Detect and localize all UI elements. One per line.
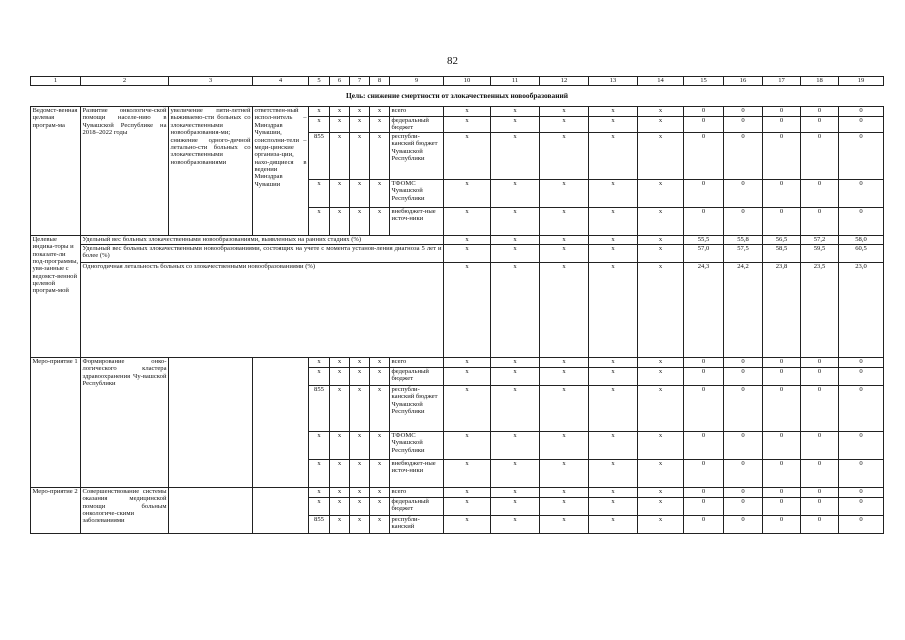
column-number: 1 bbox=[31, 77, 81, 86]
table-cell: 0 bbox=[684, 107, 724, 117]
table-cell: x bbox=[350, 515, 370, 533]
program-responsible: ответствен-ный испол-нитель – Минздрав Чувашии, соисполни-тели – меди-цинские организа-ции, нахо-дящиеся в ведении Минздрав Чувашии bbox=[253, 107, 309, 236]
table-cell: 0 bbox=[839, 367, 884, 385]
table-cell: 0 bbox=[724, 385, 763, 431]
column-number: 19 bbox=[839, 77, 884, 86]
table-cell: 0 bbox=[801, 117, 839, 133]
table-cell: x bbox=[491, 515, 540, 533]
table-cell: x bbox=[330, 207, 350, 235]
funding-source: республи-канский bbox=[390, 515, 444, 533]
table-cell: x bbox=[491, 357, 540, 367]
table-cell: 0 bbox=[763, 207, 801, 235]
table-cell: x bbox=[309, 207, 330, 235]
table-cell: x bbox=[444, 515, 491, 533]
table-cell: 855 bbox=[309, 385, 330, 431]
program-table bbox=[30, 76, 884, 534]
event-row bbox=[31, 487, 884, 497]
table-cell: x bbox=[491, 235, 540, 244]
event-row bbox=[31, 357, 884, 367]
column-number: 12 bbox=[540, 77, 589, 86]
table-cell: 23,0 bbox=[839, 262, 884, 357]
table-cell: 0 bbox=[839, 207, 884, 235]
table-cell: x bbox=[309, 487, 330, 497]
table-cell: x bbox=[444, 367, 491, 385]
table-cell: x bbox=[589, 179, 638, 207]
table-cell: 0 bbox=[684, 515, 724, 533]
table-cell: 0 bbox=[763, 459, 801, 487]
indicator-text: Одногодичная летальность больных со злокачественными новообразованиями (%) bbox=[81, 262, 444, 357]
table-cell: 0 bbox=[801, 515, 839, 533]
table-cell: x bbox=[444, 497, 491, 515]
event-label: Меро-приятие 1 bbox=[31, 357, 81, 487]
column-number: 6 bbox=[330, 77, 350, 86]
table-cell: x bbox=[444, 235, 491, 244]
empty-cell bbox=[253, 357, 309, 487]
table-cell: 0 bbox=[839, 107, 884, 117]
goal-row bbox=[31, 86, 884, 107]
table-cell: 0 bbox=[801, 385, 839, 431]
table-cell: x bbox=[330, 357, 350, 367]
table-cell: x bbox=[589, 235, 638, 244]
table-cell: 0 bbox=[724, 207, 763, 235]
table-cell: x bbox=[350, 179, 370, 207]
table-cell: x bbox=[589, 487, 638, 497]
table-cell: x bbox=[330, 431, 350, 459]
table-cell: x bbox=[444, 179, 491, 207]
table-cell: x bbox=[589, 459, 638, 487]
table-cell: x bbox=[540, 117, 589, 133]
table-cell: x bbox=[370, 515, 390, 533]
program-label: Ведомст-венная целевая програм-ма bbox=[31, 107, 81, 236]
event-label: Меро-приятие 2 bbox=[31, 487, 81, 533]
table-cell: 0 bbox=[684, 385, 724, 431]
table-cell: 0 bbox=[724, 367, 763, 385]
table-cell: 0 bbox=[684, 487, 724, 497]
program-expected-result: увеличение пяти-летней выживаемо-сти больных со злокачественными новообразования-ми; снижение одного-дичной летально-сти больных со злокачественными новообразованиями bbox=[169, 107, 253, 236]
column-number: 3 bbox=[169, 77, 253, 86]
table-cell: x bbox=[540, 431, 589, 459]
empty-cell bbox=[169, 357, 253, 487]
indicator-text: Удельный вес больных злокачественными новообразованиями, состоящих на учете с момента установ-ления диагноза 5 лет и более (%) bbox=[81, 244, 444, 262]
table-cell: 58,5 bbox=[763, 244, 801, 262]
table-cell: x bbox=[540, 244, 589, 262]
table-cell: x bbox=[491, 431, 540, 459]
table-cell: x bbox=[638, 385, 684, 431]
table-cell: 59,5 bbox=[801, 244, 839, 262]
table-cell: x bbox=[540, 132, 589, 179]
table-cell: 0 bbox=[801, 497, 839, 515]
column-number: 13 bbox=[589, 77, 638, 86]
table-cell: 0 bbox=[763, 431, 801, 459]
table-cell: 0 bbox=[763, 179, 801, 207]
table-cell: x bbox=[370, 107, 390, 117]
table-cell: x bbox=[589, 515, 638, 533]
table-cell: 0 bbox=[763, 132, 801, 179]
table-cell: 60,5 bbox=[839, 244, 884, 262]
table-cell: 0 bbox=[839, 357, 884, 367]
funding-source: внебюджет-ные источ-ники bbox=[390, 459, 444, 487]
table-cell: x bbox=[350, 357, 370, 367]
column-number: 8 bbox=[370, 77, 390, 86]
program-row bbox=[31, 107, 884, 117]
table-cell: x bbox=[638, 515, 684, 533]
table-cell: 0 bbox=[763, 367, 801, 385]
table-cell: 0 bbox=[839, 515, 884, 533]
table-cell: x bbox=[589, 107, 638, 117]
table-cell: x bbox=[540, 459, 589, 487]
table-cell: x bbox=[444, 487, 491, 497]
table-cell: 0 bbox=[801, 207, 839, 235]
table-cell: x bbox=[589, 431, 638, 459]
table-cell: 0 bbox=[724, 459, 763, 487]
table-cell: 0 bbox=[684, 132, 724, 179]
table-cell: 0 bbox=[724, 179, 763, 207]
table-cell: x bbox=[491, 459, 540, 487]
table-cell: x bbox=[638, 357, 684, 367]
empty-cell bbox=[253, 487, 309, 533]
table-cell: x bbox=[589, 207, 638, 235]
table-cell: 855 bbox=[309, 132, 330, 179]
column-number: 4 bbox=[253, 77, 309, 86]
table-cell: x bbox=[370, 132, 390, 179]
table-cell: 0 bbox=[839, 459, 884, 487]
column-number: 7 bbox=[350, 77, 370, 86]
table-cell: x bbox=[540, 385, 589, 431]
table-cell: 0 bbox=[684, 357, 724, 367]
column-number: 5 bbox=[309, 77, 330, 86]
table-cell: x bbox=[330, 179, 350, 207]
table-cell: 23,8 bbox=[763, 262, 801, 357]
table-cell: x bbox=[444, 244, 491, 262]
table-cell: 0 bbox=[763, 117, 801, 133]
column-number: 11 bbox=[491, 77, 540, 86]
table-cell: 57,2 bbox=[801, 235, 839, 244]
table-cell: x bbox=[638, 487, 684, 497]
table-cell: x bbox=[491, 117, 540, 133]
table-cell: 0 bbox=[801, 487, 839, 497]
table-cell: x bbox=[350, 497, 370, 515]
table-cell: x bbox=[444, 431, 491, 459]
indicator-row bbox=[31, 262, 884, 357]
table-cell: 0 bbox=[801, 357, 839, 367]
table-cell: x bbox=[540, 515, 589, 533]
column-number: 16 bbox=[724, 77, 763, 86]
table-cell: x bbox=[330, 107, 350, 117]
table-cell: 0 bbox=[763, 497, 801, 515]
table-cell: x bbox=[370, 459, 390, 487]
table-cell: x bbox=[589, 244, 638, 262]
table-cell: 0 bbox=[724, 357, 763, 367]
header-row bbox=[31, 77, 884, 86]
table-cell: x bbox=[330, 132, 350, 179]
column-number: 2 bbox=[81, 77, 169, 86]
table-cell: x bbox=[540, 262, 589, 357]
table-cell: x bbox=[444, 117, 491, 133]
empty-cell bbox=[169, 487, 253, 533]
table-cell: 23,5 bbox=[801, 262, 839, 357]
table-cell: x bbox=[491, 367, 540, 385]
table-cell: x bbox=[350, 117, 370, 133]
table-cell: 0 bbox=[839, 179, 884, 207]
table-cell: x bbox=[444, 262, 491, 357]
table-cell: x bbox=[444, 385, 491, 431]
table-cell: 855 bbox=[309, 515, 330, 533]
table-cell: x bbox=[491, 385, 540, 431]
table-cell: x bbox=[370, 207, 390, 235]
table-cell: x bbox=[330, 367, 350, 385]
indicator-row bbox=[31, 235, 884, 244]
table-cell: x bbox=[370, 497, 390, 515]
table-cell: 0 bbox=[839, 132, 884, 179]
table-cell: 0 bbox=[801, 459, 839, 487]
table-cell: x bbox=[444, 357, 491, 367]
table-cell: 55,8 bbox=[724, 235, 763, 244]
table-cell: x bbox=[540, 357, 589, 367]
table-cell: x bbox=[444, 132, 491, 179]
table-cell: x bbox=[638, 107, 684, 117]
table-cell: x bbox=[309, 431, 330, 459]
column-number: 14 bbox=[638, 77, 684, 86]
table-cell: x bbox=[370, 431, 390, 459]
funding-source: республи-канский бюджет Чувашской Республики bbox=[390, 132, 444, 179]
goal-title: Цель: снижение смертности от злокачественных новообразований bbox=[31, 86, 884, 107]
table-cell: x bbox=[491, 244, 540, 262]
table-cell: x bbox=[350, 107, 370, 117]
funding-source: внебюджет-ные источ-ники bbox=[390, 207, 444, 235]
table-cell: x bbox=[370, 357, 390, 367]
table-cell: 0 bbox=[839, 385, 884, 431]
program-name: Развитие онкологиче-ской помощи населе-нию в Чувашской Республике на 2018–2022 годы bbox=[81, 107, 169, 236]
page-number: 82 bbox=[447, 55, 458, 67]
table-cell: 0 bbox=[684, 497, 724, 515]
table-cell: 0 bbox=[763, 385, 801, 431]
table-cell: x bbox=[330, 459, 350, 487]
indicators-label: Целевые индика-торы и показате-ли под-программы, увя-занные с ведомст-венной целевой програм-мой bbox=[31, 235, 81, 357]
table-cell: x bbox=[589, 497, 638, 515]
table-cell: x bbox=[491, 132, 540, 179]
funding-source: республи-канский бюджет Чувашской Республики bbox=[390, 385, 444, 431]
table-cell: x bbox=[638, 497, 684, 515]
table-cell: 0 bbox=[839, 487, 884, 497]
table-cell: x bbox=[540, 235, 589, 244]
table-cell: x bbox=[589, 385, 638, 431]
table-cell: 0 bbox=[763, 515, 801, 533]
table-cell: x bbox=[491, 179, 540, 207]
table-cell: x bbox=[491, 107, 540, 117]
table-cell: x bbox=[350, 431, 370, 459]
funding-source: федеральный бюджет bbox=[390, 497, 444, 515]
column-number: 15 bbox=[684, 77, 724, 86]
table-cell: 58,0 bbox=[839, 235, 884, 244]
table-cell: 0 bbox=[839, 431, 884, 459]
table-cell: 0 bbox=[724, 117, 763, 133]
table-cell: x bbox=[638, 117, 684, 133]
table-cell: x bbox=[540, 367, 589, 385]
table-cell: 0 bbox=[684, 179, 724, 207]
table-cell: 0 bbox=[684, 207, 724, 235]
table-cell: x bbox=[309, 497, 330, 515]
table-cell: 55,5 bbox=[684, 235, 724, 244]
table-cell: x bbox=[444, 459, 491, 487]
table-cell: 0 bbox=[724, 431, 763, 459]
table-cell: x bbox=[309, 179, 330, 207]
table-cell: x bbox=[491, 207, 540, 235]
table-cell: x bbox=[638, 207, 684, 235]
table-cell: 0 bbox=[801, 431, 839, 459]
column-number: 10 bbox=[444, 77, 491, 86]
table-cell: x bbox=[330, 487, 350, 497]
table-cell: 0 bbox=[684, 367, 724, 385]
table-cell: 57,5 bbox=[724, 244, 763, 262]
table-cell: 0 bbox=[801, 132, 839, 179]
table-cell: x bbox=[491, 262, 540, 357]
table-cell: 0 bbox=[801, 179, 839, 207]
funding-source: всего bbox=[390, 487, 444, 497]
funding-source: всего bbox=[390, 357, 444, 367]
indicator-text: Удельный вес больных злокачественными новообразованиями, выявленных на ранних стадиях (%) bbox=[81, 235, 444, 244]
table-cell: x bbox=[330, 515, 350, 533]
table-cell: x bbox=[638, 431, 684, 459]
table-cell: 0 bbox=[684, 431, 724, 459]
table-cell: x bbox=[309, 357, 330, 367]
table-cell: x bbox=[370, 487, 390, 497]
table-cell: x bbox=[370, 385, 390, 431]
funding-source: всего bbox=[390, 107, 444, 117]
table-cell: 0 bbox=[684, 117, 724, 133]
table-cell: x bbox=[540, 207, 589, 235]
table-cell: 24,3 bbox=[684, 262, 724, 357]
funding-source: федеральный бюджет bbox=[390, 117, 444, 133]
table-cell: 57,0 bbox=[684, 244, 724, 262]
table-cell: 0 bbox=[724, 487, 763, 497]
table-cell: x bbox=[370, 179, 390, 207]
table-cell: x bbox=[638, 132, 684, 179]
funding-source: федеральный бюджет bbox=[390, 367, 444, 385]
table-cell: 24,2 bbox=[724, 262, 763, 357]
table-cell: x bbox=[638, 244, 684, 262]
table-cell: 56,5 bbox=[763, 235, 801, 244]
table-cell: x bbox=[540, 179, 589, 207]
table-cell: x bbox=[638, 262, 684, 357]
table-cell: 0 bbox=[684, 459, 724, 487]
table-cell: x bbox=[370, 367, 390, 385]
table-cell: x bbox=[589, 262, 638, 357]
table-cell: x bbox=[350, 367, 370, 385]
funding-source: ТФОМС Чувашской Республики bbox=[390, 431, 444, 459]
table-cell: 0 bbox=[763, 357, 801, 367]
table-cell: x bbox=[330, 117, 350, 133]
table-cell: x bbox=[350, 132, 370, 179]
table-cell: x bbox=[444, 207, 491, 235]
table-cell: x bbox=[589, 367, 638, 385]
table-cell: 0 bbox=[801, 367, 839, 385]
table-cell: x bbox=[589, 117, 638, 133]
table-cell: x bbox=[309, 367, 330, 385]
table-cell: x bbox=[309, 459, 330, 487]
column-number: 9 bbox=[390, 77, 444, 86]
table-cell: 0 bbox=[724, 132, 763, 179]
column-number: 17 bbox=[763, 77, 801, 86]
table-cell: 0 bbox=[724, 515, 763, 533]
table-cell: x bbox=[350, 459, 370, 487]
table-cell: 0 bbox=[724, 107, 763, 117]
event-name: Формирование онко-логического кластера здравоохранения Чу-вашской Республики bbox=[81, 357, 169, 487]
table-cell: x bbox=[491, 497, 540, 515]
table-cell: x bbox=[350, 385, 370, 431]
table-cell: x bbox=[330, 385, 350, 431]
table-cell: x bbox=[350, 487, 370, 497]
table-cell: x bbox=[589, 132, 638, 179]
table-cell: 0 bbox=[763, 107, 801, 117]
table-cell: x bbox=[589, 357, 638, 367]
funding-source: ТФОМС Чувашской Республики bbox=[390, 179, 444, 207]
table-cell: x bbox=[330, 497, 350, 515]
table-cell: x bbox=[444, 107, 491, 117]
table-cell: 0 bbox=[801, 107, 839, 117]
table-cell: x bbox=[638, 367, 684, 385]
table-cell: x bbox=[491, 487, 540, 497]
table-cell: x bbox=[638, 179, 684, 207]
indicator-row bbox=[31, 244, 884, 262]
table-cell: 0 bbox=[839, 117, 884, 133]
table-cell: x bbox=[638, 459, 684, 487]
table-cell: x bbox=[638, 235, 684, 244]
table-cell: 0 bbox=[724, 497, 763, 515]
event-name: Совершенствование системы оказания медицинской помощи больным онкологиче-скими заболеваниями bbox=[81, 487, 169, 533]
table-cell: x bbox=[540, 487, 589, 497]
table-cell: x bbox=[540, 107, 589, 117]
table-cell: x bbox=[540, 497, 589, 515]
table-cell: x bbox=[309, 117, 330, 133]
table-cell: x bbox=[309, 107, 330, 117]
table-cell: 0 bbox=[839, 497, 884, 515]
table-cell: x bbox=[350, 207, 370, 235]
table-cell: 0 bbox=[763, 487, 801, 497]
table-cell: x bbox=[370, 117, 390, 133]
column-number: 18 bbox=[801, 77, 839, 86]
